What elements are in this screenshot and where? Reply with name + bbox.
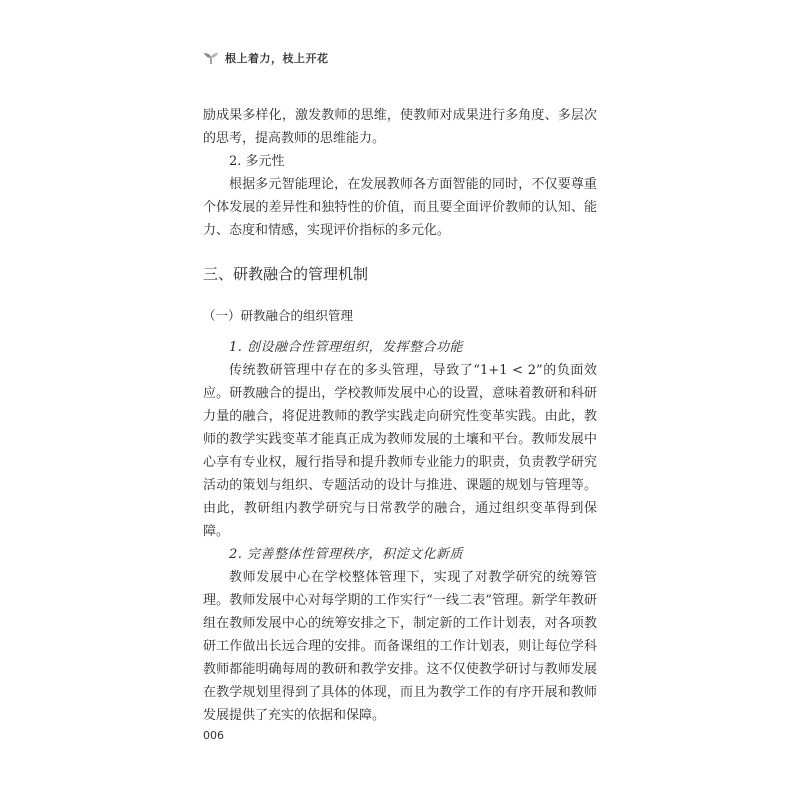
paragraph: 教师发展中心在学校整体管理下，实现了对教学研究的统筹管理。教师发展中心对每学期的工作实行“一线二表”管理。新学年教研组在教师发展中心的统筹安排之下，制定新的工作计划表，对各项教研工作做出长远合理的安排。而备课组的工作计划表，则让每位学科教师都能明确每周的教研和教学安排。这不仅使教学研讨与教师发展在教学规划里得到了具体的体现，而且为教学工作的有序开展和教师发展提供了充实的依据和保障。 bbox=[203, 570, 597, 723]
running-title: 根上着力，枝上开花 bbox=[225, 52, 329, 65]
page-number: 006 bbox=[203, 729, 224, 742]
item-heading: 1. 创设融合性管理组织，发挥整合功能 bbox=[229, 340, 464, 355]
leaf-sprout-icon bbox=[203, 51, 219, 65]
section-title: 三、研教融合的管理机制 bbox=[203, 265, 369, 283]
paragraph: 根据多元智能理论，在发展教师各方面智能的同时，不仅要尊重个体发展的差异性和独特性的价值，而且要全面评价教师的认知、能力、态度和情感，实现评价指标的多元化。 bbox=[203, 177, 597, 238]
paragraph: 传统教研管理中存在的多头管理，导致了“1+1 < 2”的负面效应。研教融合的提出，学校教师发展中心的设置，意味着教研和科研力量的融合，将促进教师的教学实践走向研究性变革实践。由此，教师的教学实践变革才能真正成为教师发展的土壤和平台。教师发展中心享有专业权，履行指导和提升教师专业能力的职责，负责教学研究活动的策划与组织、专题活动的设计与推进、课题的规划与管理等。由此，教研组内教学研究与日常教学的融合，通过组织变革得到保障。 bbox=[203, 363, 597, 539]
subsection-title: （一）研教融合的组织管理 bbox=[203, 308, 354, 323]
page-body bbox=[203, 104, 597, 727]
item-heading: 2. 完善整体性管理秩序，积淀文化新质 bbox=[229, 547, 464, 562]
paragraph: 励成果多样化，激发教师的思维，使教师对成果进行多角度、多层次的思考，提高教师的思维能力。 bbox=[203, 108, 597, 146]
running-header bbox=[203, 50, 329, 66]
item-heading-diverse: 2. 多元性 bbox=[229, 154, 285, 169]
